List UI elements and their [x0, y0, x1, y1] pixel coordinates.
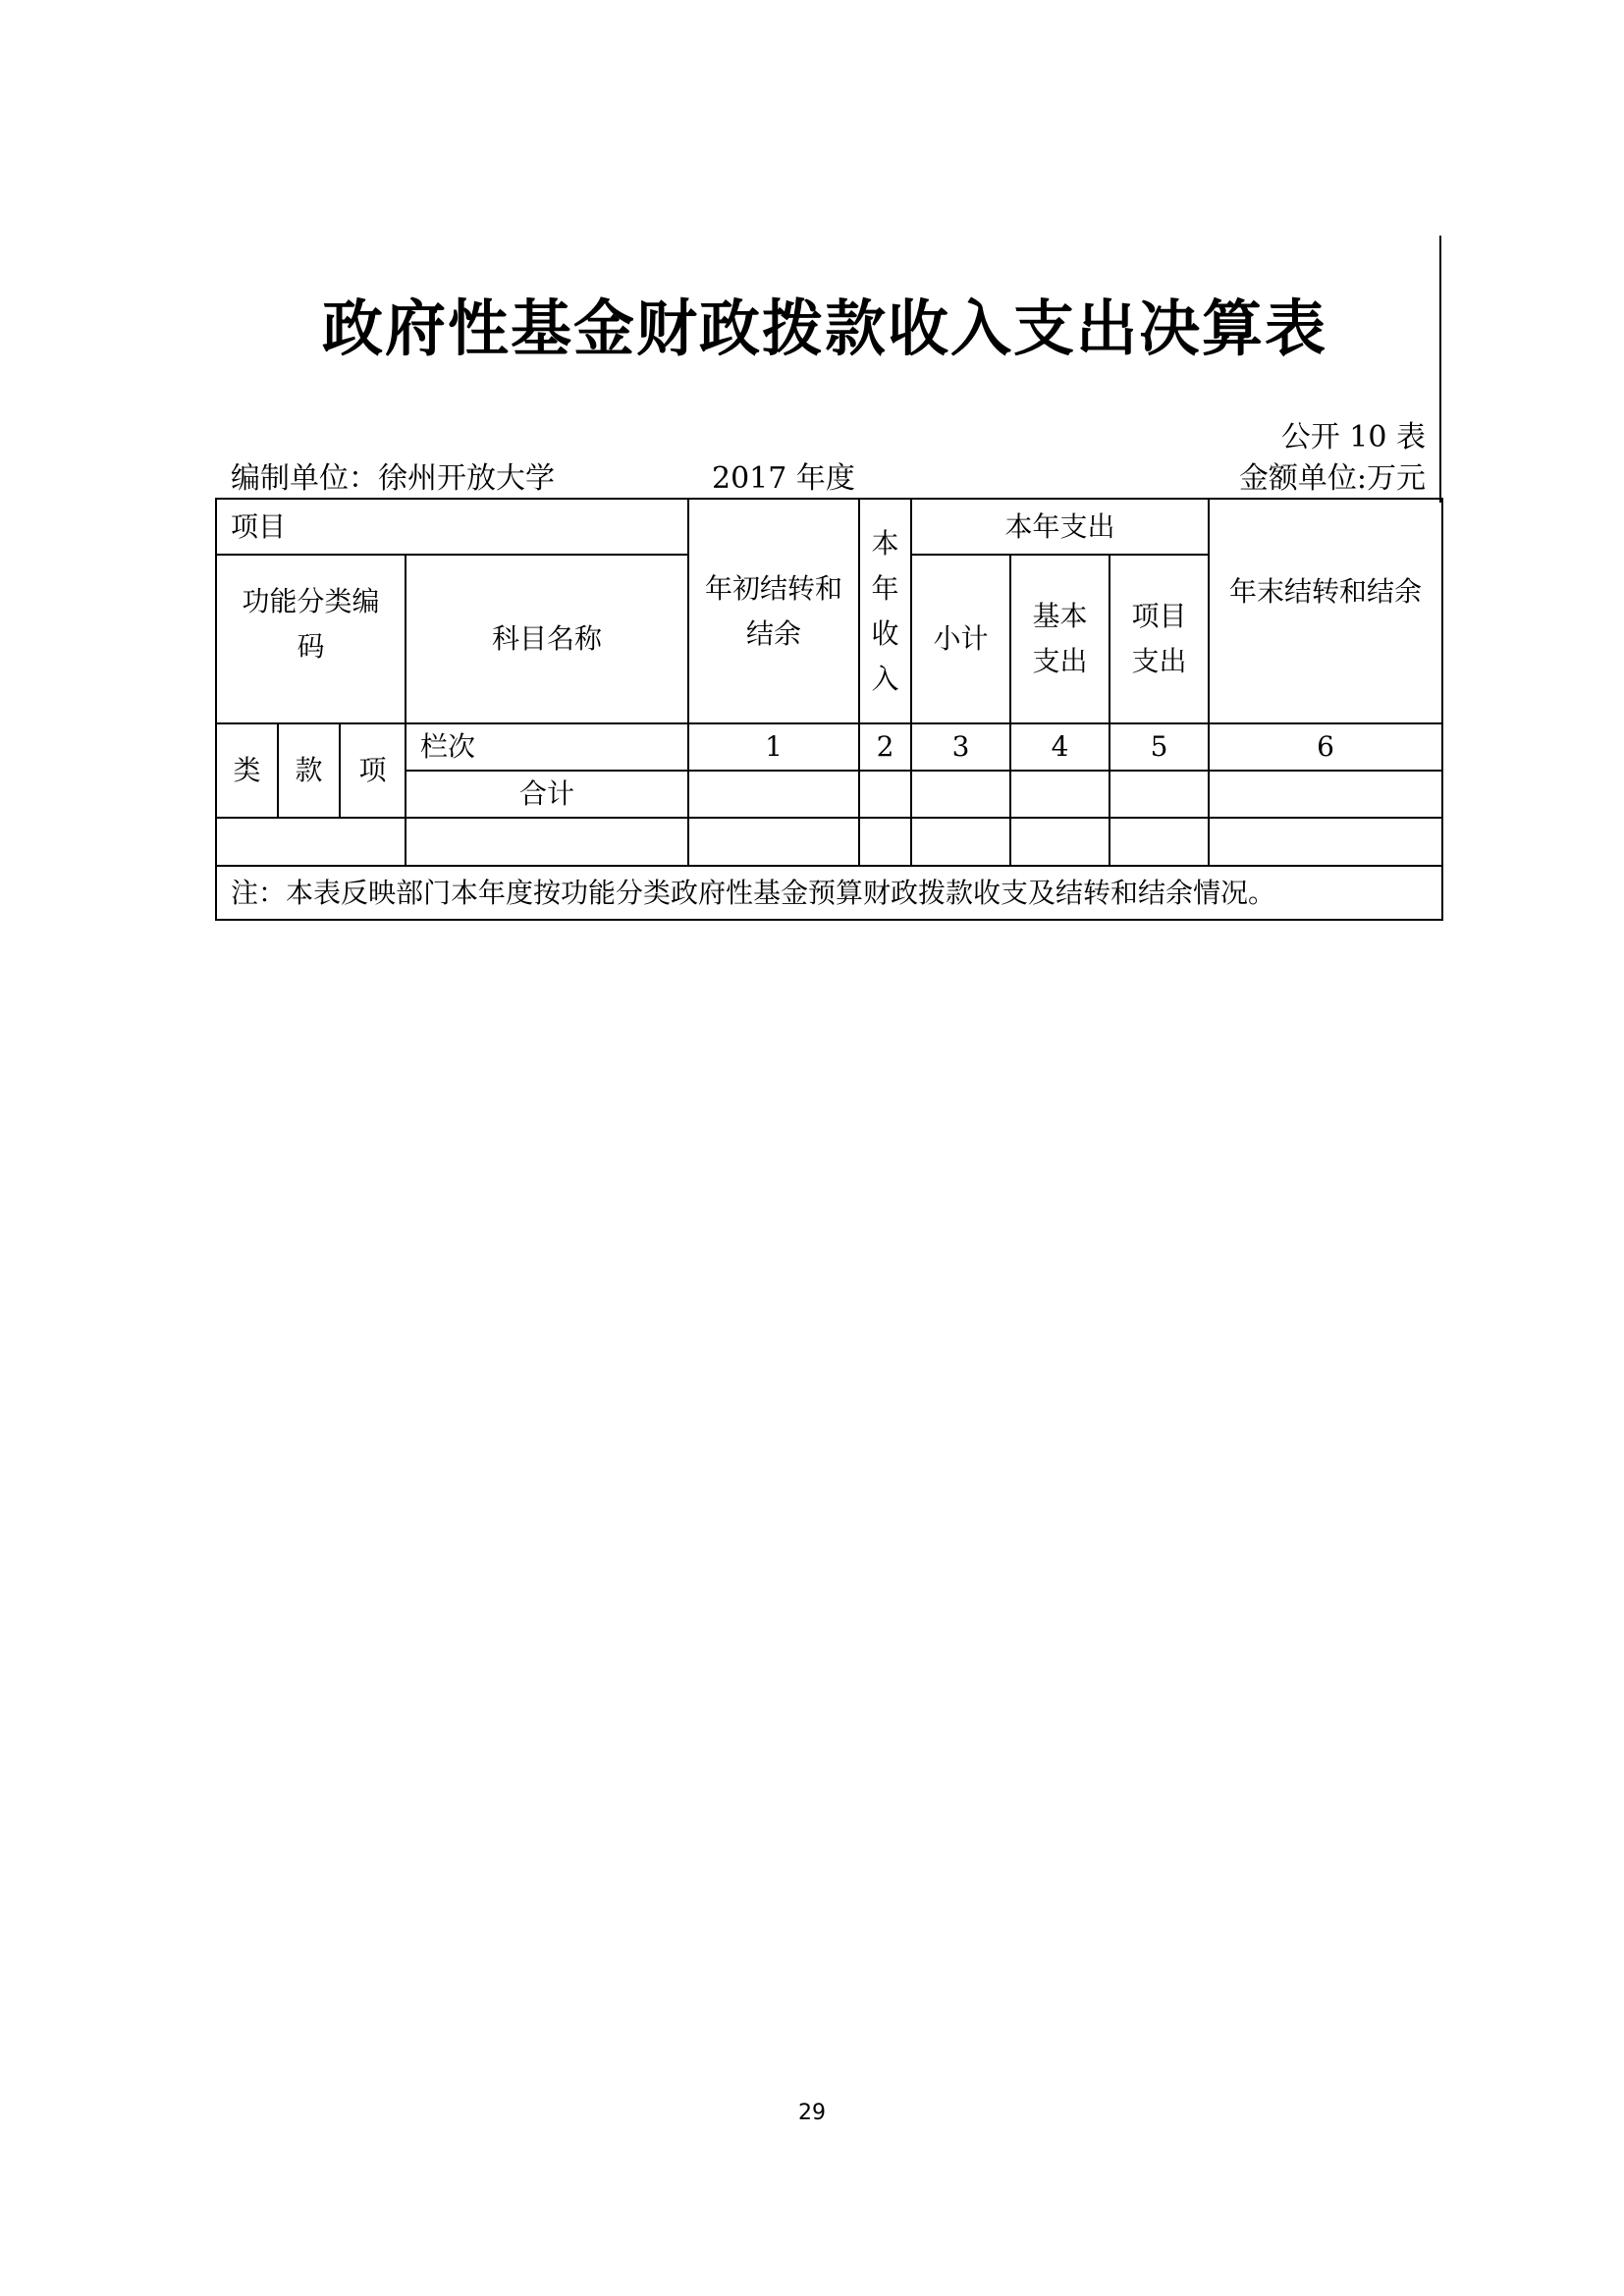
header-function-code — [216, 555, 406, 723]
column-number: 4 — [1010, 723, 1110, 771]
table-cell — [911, 818, 1010, 866]
header-income-label: 本年收入 — [871, 526, 899, 695]
table-cell — [1110, 818, 1209, 866]
header-project-label: 项目支出 — [1131, 600, 1187, 677]
table-cell — [859, 771, 911, 818]
table-cell — [911, 771, 1010, 818]
table-cell — [1110, 771, 1209, 818]
page-number: 29 — [798, 2101, 826, 2125]
table-cell — [688, 771, 859, 818]
column-number: 2 — [859, 723, 911, 771]
header-basic-label: 基本支出 — [1032, 600, 1088, 677]
page-title: 政府性基金财政拨款收入支出决算表 — [321, 293, 1327, 364]
form-number: 公开 10 表 — [1280, 420, 1426, 454]
header-basic — [1010, 555, 1110, 723]
header-kuan: 款 — [278, 723, 340, 818]
header-function-code-label: 功能分类编码 — [242, 585, 380, 663]
compiling-unit: 编制单位：徐州开放大学 — [231, 461, 555, 496]
header-xiang: 项 — [340, 723, 406, 818]
table-cell — [688, 818, 859, 866]
header-expense-group: 本年支出 — [911, 499, 1209, 555]
header-income — [859, 499, 911, 723]
amount-unit: 金额单位:万元 — [1238, 461, 1426, 496]
margin-rule — [1439, 236, 1441, 503]
column-number: 1 — [688, 723, 859, 771]
table-cell — [1209, 818, 1442, 866]
table-cell — [406, 818, 688, 866]
report-table — [215, 498, 1443, 921]
total-row-label: 合计 — [406, 771, 688, 818]
header-end-balance — [1209, 499, 1442, 723]
header-item: 项目 — [216, 499, 688, 555]
table-cell — [1010, 771, 1110, 818]
header-project — [1110, 555, 1209, 723]
column-number: 3 — [911, 723, 1010, 771]
table-cell — [1010, 818, 1110, 866]
table-cell — [1209, 771, 1442, 818]
column-number: 6 — [1209, 723, 1442, 771]
table-cell — [859, 818, 911, 866]
header-end-balance-label: 年末结转和结余 — [1229, 574, 1423, 608]
document-meta — [231, 454, 1426, 496]
table-row — [216, 818, 1442, 866]
column-number: 5 — [1110, 723, 1209, 771]
header-lei: 类 — [216, 723, 278, 818]
table-cell — [216, 818, 406, 866]
table-note: 注：本表反映部门本年度按功能分类政府性基金预算财政拨款收支及结转和结余情况。 — [216, 866, 1442, 920]
header-subtotal: 小计 — [911, 555, 1010, 723]
header-column-no: 栏次 — [406, 723, 688, 771]
fiscal-year: 2017 年度 — [712, 461, 855, 496]
header-begin-balance-label: 年初结转和结余 — [705, 571, 843, 650]
header-subject-name: 科目名称 — [406, 555, 688, 723]
header-begin-balance — [688, 499, 859, 723]
